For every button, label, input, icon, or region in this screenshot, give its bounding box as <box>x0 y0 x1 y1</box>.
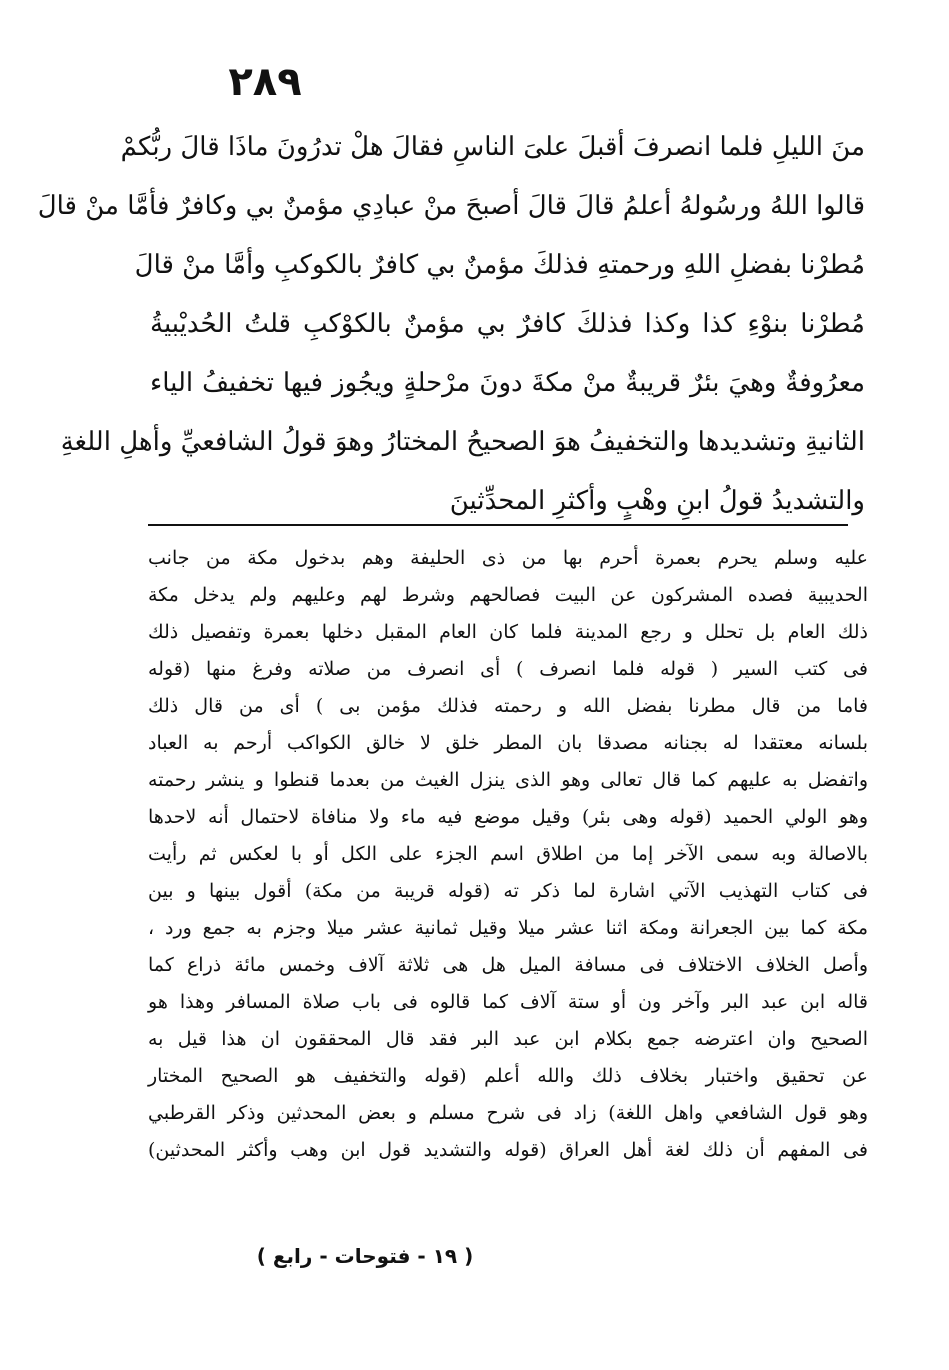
main-text-line: قالوا اللهُ ورسُولهُ أعلمُ قالَ قالَ أصبحَ منْ عبادِي مؤمنٌ بي وكافرٌ فأمَّا منْ قالَ <box>37 191 865 221</box>
footer-signature: ( ١٩ - فتوحات - رابع ) <box>256 1244 474 1268</box>
commentary-line: وهو الولي الحميد (قوله وهى بئر) وقيل موضع فيه ماء ولا منافاة لاحتمال أنه لاحدها <box>148 806 868 828</box>
commentary-line: وأصل الخلاف الاختلاف فى مسافة الميل هل هى ثلاثة آلاف وخمس مائة ذراع كما <box>148 954 868 976</box>
commentary-line: فى المفهم أن ذلك لغة أهل العراق (قوله والتشديد قول ابن وهب وأكثر المحدثين) <box>148 1139 868 1161</box>
main-text-line: الثانيةِ وتشديدها والتخفيفُ هوَ الصحيحُ المختارُ وهوَ قولُ الشافعيِّ وأهلِ اللغةِ <box>60 427 865 457</box>
main-text-line: معرُوفةٌ وهيَ بئرٌ قريبةٌ منْ مكةَ دونَ مرْحلةٍ ويجُوز فيها تخفيفُ الياء <box>150 368 866 398</box>
main-text-line: والتشديدُ قولُ ابنِ وهْبٍ وأكثرِ المحدِّثينَ <box>449 486 865 516</box>
main-text-line: منَ الليلِ فلما انصرفَ أقبلَ علىَ الناسِ فقالَ هلْ تدرُونَ ماذَا قالَ ربُّكمْ <box>120 132 865 162</box>
commentary-line: بالاصالة وبه سمى الآخر إما من اطلاق اسم الجزء على الكل أو با لعكس ثم رأيت <box>148 843 868 865</box>
page-number: ٢٨٩ <box>228 59 302 105</box>
commentary-line: عليه وسلم يحرم بعمرة أحرم بها من ذى الحليفة وهم بدخول مكة من جانب <box>148 547 868 569</box>
main-text <box>37 118 866 531</box>
commentary-line: بلسانه معتقدا له بجنانه مصدقا بان المطر خلق لا خالق الكواكب أرحم به العباد <box>148 732 868 754</box>
commentary-line: فاما من قال مطرنا بفضل الله و رحمته فذلك مؤمن بى ) أى من قال ذلك <box>148 695 868 717</box>
commentary-line: فى كتاب التهذيب الآتي اشارة لما ذكر ته (قوله قريبة من مكة) أقول بينها و بين <box>148 880 868 902</box>
commentary-line: عن تحقيق واختبار بخلاف ذلك والله أعلم (قوله والتخفيف هو الصحيح المختار <box>148 1065 868 1087</box>
main-text-line: مُطرْنا بفضلِ اللهِ ورحمتهِ فذلكَ مؤمنٌ بي كافرٌ بالكوكبِ وأمَّا منْ قالَ <box>134 250 865 280</box>
commentary-line: ذلك العام بل تحلل و رجع المدينة فلما كان العام المقبل دخلها بعمرة وتفصيل ذلك <box>148 621 868 643</box>
commentary-line: واتفضل به عليهم كما قال تعالى وهو الذى ينزل الغيث من بعدما قنطوا و ينشر رحمته <box>148 769 868 791</box>
commentary-line: الصحيح وان اعترضه جمع بكلام ابن عبد البر فقد قال المحققون ان هذا قيل به <box>148 1028 868 1050</box>
commentary-line: الحديبية فصده المشركون عن البيت فصالحهم وشرط لهم وعليهم ولم يدخل مكة <box>148 584 869 606</box>
commentary-line: قاله ابن عبد البر وآخر ون أو ستة آلاف كما قالوه فى باب صلاة المسافر وهذا هو <box>148 991 868 1013</box>
commentary-line: مكة كما بين الجعرانة ومكة اثنا عشر ميلا وقيل ثمانية عشر ميلا وجزم به جمع ورد ، <box>148 917 868 939</box>
commentary-line: فى كتب السير ( قوله فلما انصرف ) أى انصرف من صلاته وفرغ منها (قوله <box>148 658 868 680</box>
commentary-line: وهو قول الشافعي واهل اللغة) زاد فى شرح مسلم و بعض المحدثين وذكر القرطبي <box>148 1102 868 1124</box>
section-divider <box>148 524 848 526</box>
main-text-line: مُطرْنا بنوْءِ كذا وكذا فذلكَ كافرٌ بي مؤمنٌ بالكوْكبِ قلتُ الحُديْبيةُ <box>150 309 865 339</box>
commentary-text <box>148 540 868 1169</box>
